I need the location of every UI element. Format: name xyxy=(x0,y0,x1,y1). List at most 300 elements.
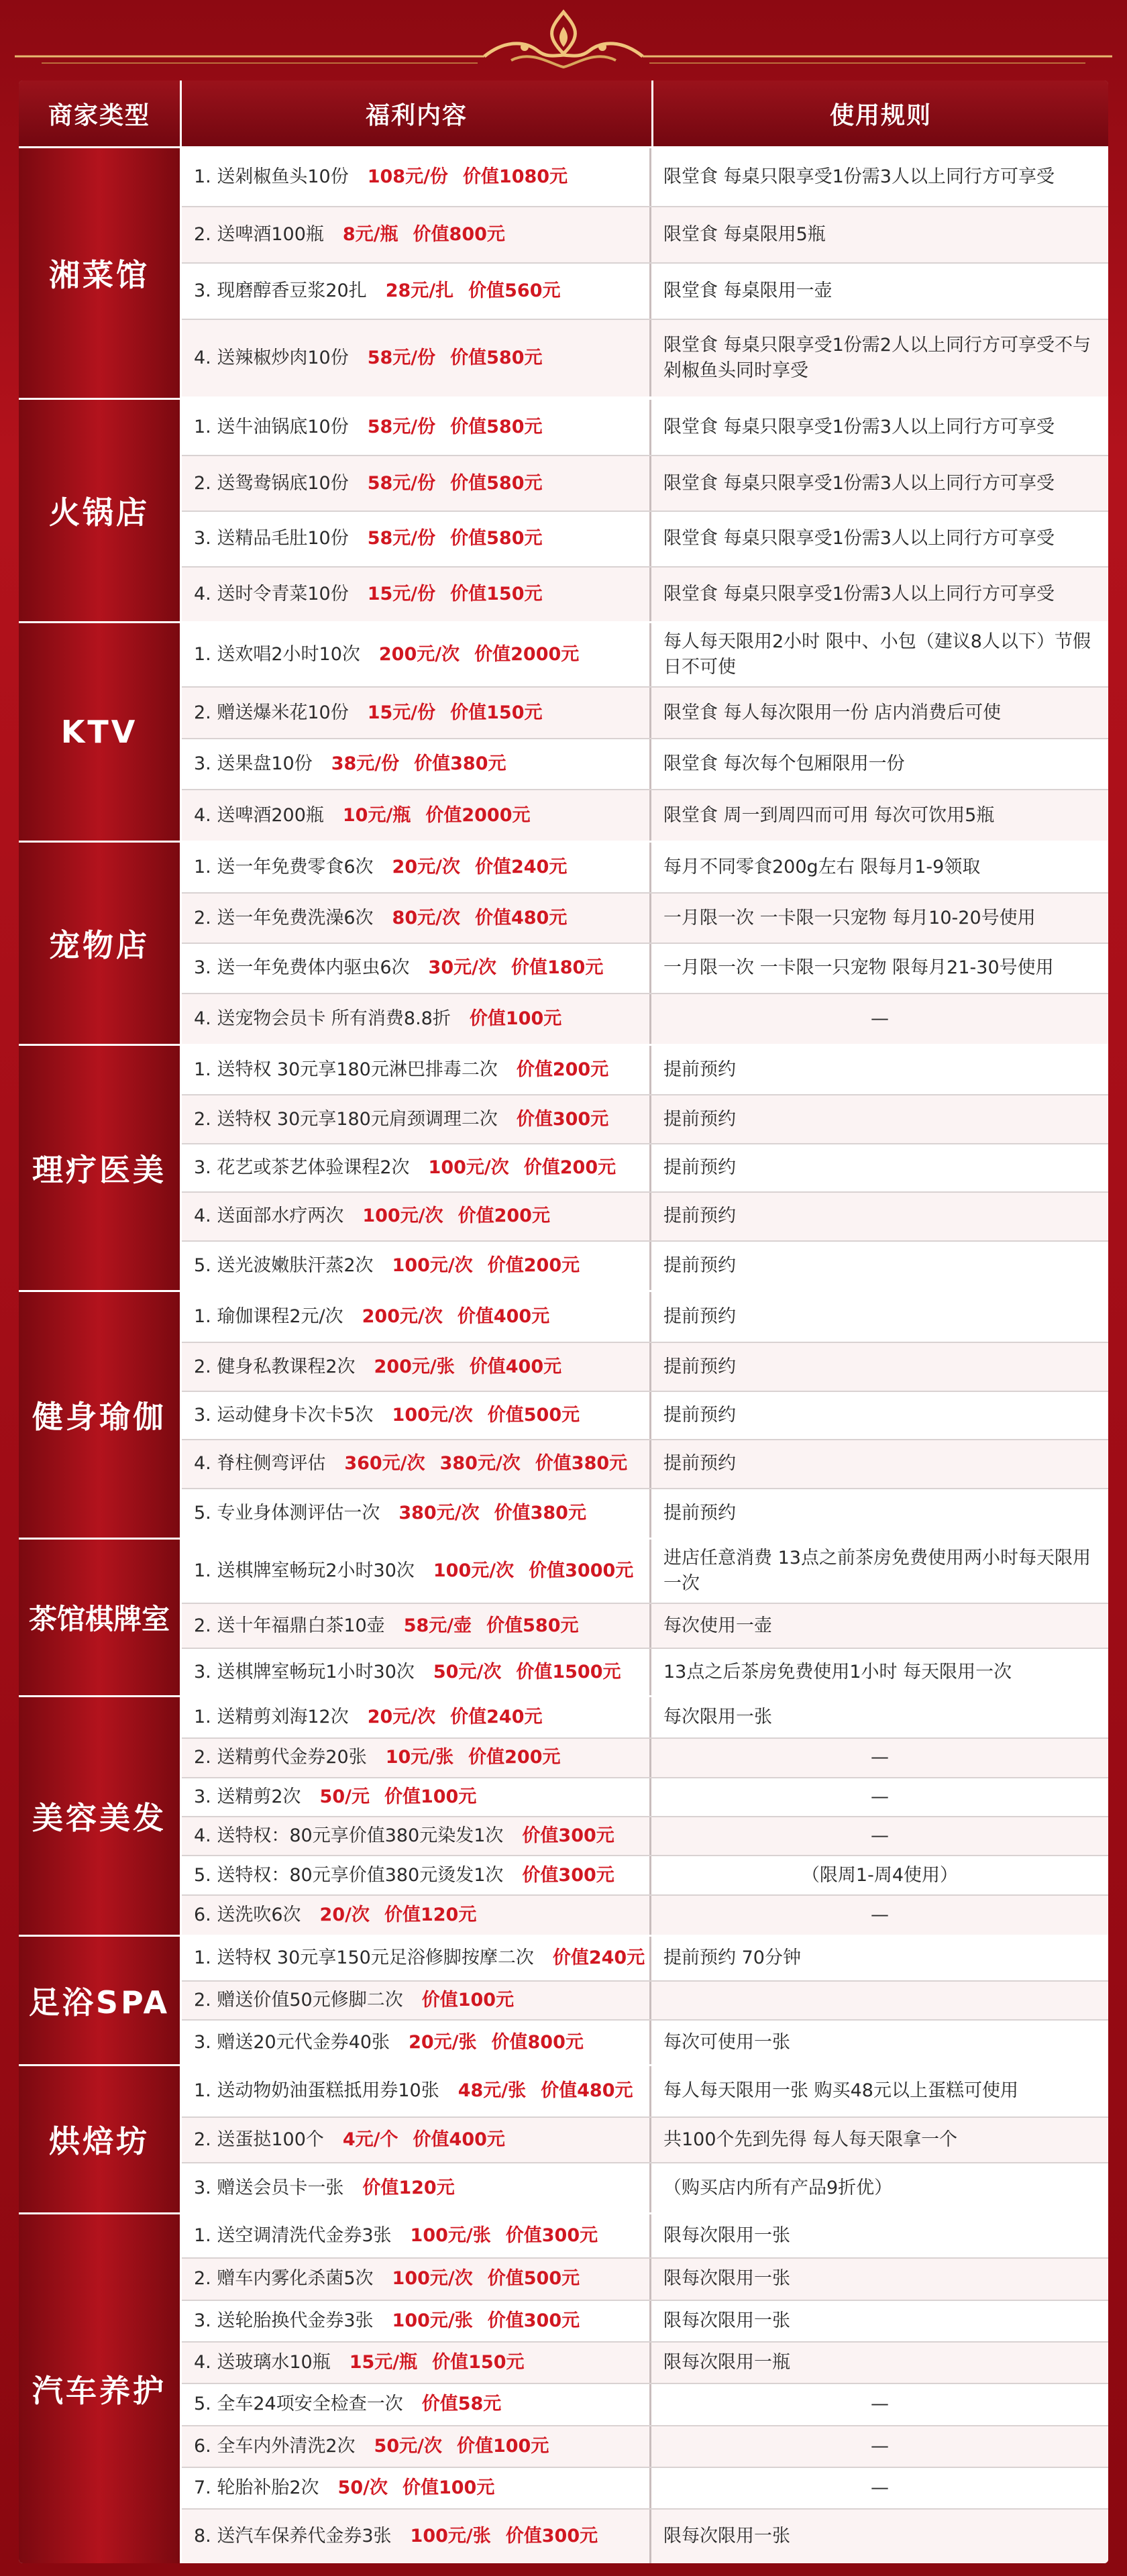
benefit-text: 5. 送特权：80元享价值380元烫发1次 xyxy=(194,1864,504,1886)
price-value: 价值300元 xyxy=(505,2526,598,2547)
price-value: 200元/张 xyxy=(374,1356,455,1377)
benefit-text: 3. 送精剪2次 xyxy=(194,1786,301,1807)
benefit-text: 1. 送欢唱2小时10次 xyxy=(194,644,360,665)
price-value: 价值200元 xyxy=(487,1254,580,1276)
usage-rule-cell: — xyxy=(651,2384,1108,2424)
benefit-cell xyxy=(182,2118,651,2163)
benefit-cell xyxy=(182,1292,651,1342)
price-value: 50元/次 xyxy=(374,2435,442,2457)
table-row xyxy=(182,512,1108,568)
benefit-text: 2. 送鸳鸯锅底10份 xyxy=(194,472,349,494)
table-row xyxy=(182,2343,1108,2384)
benefit-text: 4. 送啤酒200瓶 xyxy=(194,804,324,826)
table-row xyxy=(182,1095,1108,1144)
usage-rule-cell: — xyxy=(651,1817,1108,1855)
benefit-cell xyxy=(182,2021,651,2064)
benefit-text: 1. 送特权 30元享150元足浴修脚按摩二次 xyxy=(194,1947,534,1969)
benefit-cell xyxy=(182,264,651,319)
usage-rule-cell: 限堂食 每桌只限享受1份需3人以上同行方可享受 xyxy=(651,568,1108,622)
usage-rule-cell: 限每次限用一张 xyxy=(651,2301,1108,2341)
table-row xyxy=(182,2021,1108,2064)
benefit-cell xyxy=(182,2468,651,2508)
usage-rule-cell: 提前预约 xyxy=(651,1343,1108,1390)
price-value: 108元/份 xyxy=(367,166,448,187)
table-row xyxy=(182,1739,1108,1778)
price-value: 100元/次 xyxy=(392,2268,473,2290)
merchant-group xyxy=(19,2064,1108,2212)
merchant-group xyxy=(19,398,1108,621)
usage-rule-cell: 共100个先到先得 每人每天限拿一个 xyxy=(651,2118,1108,2163)
benefit-cell xyxy=(182,790,651,841)
benefit-text: 1. 送一年免费零食6次 xyxy=(194,857,374,878)
usage-rule-cell: 限每次限用一张 xyxy=(651,2259,1108,2299)
benefit-cell xyxy=(182,1739,651,1776)
usage-rule-cell: 一月限一次 一卡限一只宠物 限每月21-30号使用 xyxy=(651,944,1108,993)
table-row xyxy=(182,1817,1108,1856)
price-value: 价值400元 xyxy=(469,1356,562,1377)
price-value: 价值580元 xyxy=(450,472,543,494)
price-value: 价值240元 xyxy=(474,857,568,878)
price-value: 价值580元 xyxy=(486,1615,579,1636)
table-row xyxy=(182,1937,1108,1982)
usage-rule-cell: — xyxy=(651,1896,1108,1935)
benefit-cell xyxy=(182,1489,651,1538)
table-row xyxy=(182,2066,1108,2118)
price-value: 360元/次 xyxy=(344,1453,425,1474)
price-value: 58元/壶 xyxy=(403,1615,472,1636)
benefit-text: 2. 赠车内雾化杀菌5次 xyxy=(194,2268,374,2290)
table-row xyxy=(182,739,1108,791)
benefit-text: 5. 专业身体测评估一次 xyxy=(194,1502,380,1523)
benefit-cell xyxy=(182,739,651,790)
benefit-cell xyxy=(182,320,651,396)
table-row xyxy=(182,1193,1108,1241)
benefit-text: 3. 赠送20元代金券40张 xyxy=(194,2031,390,2053)
usage-rule-cell xyxy=(651,1982,1108,2020)
price-value: 200元/次 xyxy=(378,644,460,665)
benefit-text: 3. 送果盘10份 xyxy=(194,753,313,775)
price-value: 价值150元 xyxy=(450,702,543,723)
benefits-table xyxy=(19,80,1108,2563)
usage-rule-cell: 限堂食 周一到周四而可用 每次可饮用5瓶 xyxy=(651,790,1108,841)
ornament-icon xyxy=(15,0,1112,80)
usage-rule-cell: 每次可使用一张 xyxy=(651,2021,1108,2064)
price-value: 100元/张 xyxy=(410,2225,491,2247)
benefit-cell xyxy=(182,1604,651,1648)
merchant-type-label: 足浴SPA xyxy=(19,1937,182,2064)
usage-rule-cell: （购买店内所有产品9折优） xyxy=(651,2163,1108,2212)
table-row xyxy=(182,1604,1108,1649)
merchant-type-label: 湘菜馆 xyxy=(19,148,182,398)
top-ornament xyxy=(15,0,1112,80)
price-value: 20元/次 xyxy=(392,857,460,878)
table-row xyxy=(182,456,1108,512)
usage-rule-cell: 限每次限用一张 xyxy=(651,2510,1108,2563)
benefit-cell xyxy=(182,1242,651,1290)
table-row xyxy=(182,2163,1108,2212)
price-value: 价值400元 xyxy=(413,2129,505,2150)
merchant-group xyxy=(19,1538,1108,1695)
usage-rule-cell: 限堂食 每次每个包厢限用一份 xyxy=(651,739,1108,790)
price-value: 20/次 xyxy=(319,1904,370,1925)
table-row xyxy=(182,400,1108,456)
benefit-cell xyxy=(182,1982,651,2020)
benefit-cell xyxy=(182,2510,651,2563)
price-value: 价值500元 xyxy=(487,2268,580,2290)
benefit-text: 2. 送啤酒100瓶 xyxy=(194,224,324,245)
benefit-text: 7. 轮胎补胎2次 xyxy=(194,2477,319,2499)
table-row xyxy=(182,688,1108,739)
price-value: 30元/次 xyxy=(428,957,496,979)
benefit-text: 2. 送蛋挞100个 xyxy=(194,2129,324,2150)
benefit-cell xyxy=(182,1937,651,1980)
table-row xyxy=(182,1778,1108,1817)
price-value: 50/元 xyxy=(319,1786,370,1807)
usage-rule-cell: 提前预约 xyxy=(651,1292,1108,1342)
usage-rule-cell: 限堂食 每桌只限享受1份需3人以上同行方可享受 xyxy=(651,512,1108,566)
price-value: 100元/次 xyxy=(428,1157,509,1178)
table-row xyxy=(182,790,1108,841)
table-row xyxy=(182,1242,1108,1290)
usage-rule-cell: 13点之后茶房免费使用1小时 每天限用一次 xyxy=(651,1649,1108,1695)
benefit-cell xyxy=(182,2384,651,2424)
usage-rule-cell: — xyxy=(651,2426,1108,2467)
price-value: 4元/个 xyxy=(342,2129,398,2150)
table-row xyxy=(182,1343,1108,1391)
table-row xyxy=(182,1649,1108,1695)
benefit-text: 1. 送牛油锅底10份 xyxy=(194,417,349,438)
benefit-text: 2. 赠送爆米花10份 xyxy=(194,702,349,723)
usage-rule-cell: 限堂食 每桌只限享受1份需3人以上同行方可享受 xyxy=(651,456,1108,511)
price-value: 58元/份 xyxy=(367,528,436,549)
benefit-text: 3. 赠送会员卡一张 xyxy=(194,2177,344,2198)
price-value: 380元/次 xyxy=(398,1502,480,1523)
benefit-cell xyxy=(182,2066,651,2116)
benefit-text: 1. 送精剪刘海12次 xyxy=(194,1707,349,1728)
usage-rule-cell: 限堂食 每桌限用5瓶 xyxy=(651,207,1108,262)
usage-rule-cell: 限堂食 每桌限用一壶 xyxy=(651,264,1108,319)
usage-rule-cell: — xyxy=(651,1739,1108,1776)
benefit-text: 2. 送一年免费洗澡6次 xyxy=(194,907,374,928)
merchant-group xyxy=(19,1044,1108,1290)
benefit-cell xyxy=(182,400,651,455)
table-row xyxy=(182,623,1108,688)
price-value: 15元/份 xyxy=(367,702,436,723)
benefit-text: 3. 运动健身卡次卡5次 xyxy=(194,1404,374,1426)
price-value: 20元/张 xyxy=(409,2031,477,2053)
benefit-cell xyxy=(182,1778,651,1816)
usage-rule-cell: 每月不同零食200g左右 限每月1-9领取 xyxy=(651,843,1108,892)
price-value: 200元/次 xyxy=(362,1306,443,1328)
merchant-type-label: 火锅店 xyxy=(19,400,182,621)
usage-rule-cell: 限每次限用一瓶 xyxy=(651,2343,1108,2383)
benefit-cell xyxy=(182,2343,651,2383)
usage-rule-cell: 提前预约 70分钟 xyxy=(651,1937,1108,1980)
price-value: 38元/份 xyxy=(331,753,400,775)
table-row xyxy=(182,1982,1108,2021)
price-value: 100元/次 xyxy=(392,1254,473,1276)
benefit-cell xyxy=(182,2163,651,2212)
usage-rule-cell: 提前预约 xyxy=(651,1095,1108,1142)
price-value: 价值800元 xyxy=(491,2031,584,2053)
price-value: 价值2000元 xyxy=(425,804,531,826)
table-row xyxy=(182,894,1108,944)
price-value: 价值200元 xyxy=(523,1157,616,1178)
benefit-text: 4. 送特权：80元享价值380元染发1次 xyxy=(194,1825,504,1847)
benefit-text: 4. 送辣椒炒肉10份 xyxy=(194,347,349,368)
benefit-text: 8. 送汽车保养代金券3张 xyxy=(194,2526,392,2547)
usage-rule-cell: 限每次限用一张 xyxy=(651,2214,1108,2257)
merchant-group xyxy=(19,1695,1108,1935)
merchant-type-label: 美容美发 xyxy=(19,1697,182,1935)
benefit-cell xyxy=(182,1046,651,1094)
benefit-cell xyxy=(182,623,651,686)
price-value: 100元/张 xyxy=(392,2310,473,2331)
table-row xyxy=(182,2510,1108,2563)
table-row xyxy=(182,994,1108,1044)
price-value: 58元/份 xyxy=(367,472,436,494)
header-benefit-content: 福利内容 xyxy=(182,80,653,146)
header-usage-rules: 使用规则 xyxy=(653,80,1108,146)
price-value: 价值200元 xyxy=(516,1059,609,1081)
usage-rule-cell: 提前预约 xyxy=(651,1144,1108,1191)
benefit-text: 3. 花艺或茶艺体验课程2次 xyxy=(194,1157,410,1178)
table-row xyxy=(182,944,1108,994)
price-value: 价值100元 xyxy=(384,1786,477,1807)
usage-rule-cell: 每次使用一壶 xyxy=(651,1604,1108,1648)
benefit-text: 4. 送宠物会员卡 所有消费8.8折 xyxy=(194,1008,451,1029)
price-value: 价值100元 xyxy=(469,1008,562,1029)
merchant-group xyxy=(19,1290,1108,1538)
usage-rule-cell: 提前预约 xyxy=(651,1489,1108,1538)
usage-rule-cell: 提前预约 xyxy=(651,1242,1108,1290)
benefit-cell xyxy=(182,1343,651,1390)
benefit-text: 3. 送一年免费体内驱虫6次 xyxy=(194,957,410,979)
page-frame xyxy=(15,0,1112,2576)
benefit-text: 2. 送精剪代金券20张 xyxy=(194,1747,367,1768)
table-row xyxy=(182,2259,1108,2300)
benefit-text: 1. 瑜伽课程2元/次 xyxy=(194,1306,343,1328)
table-row xyxy=(182,148,1108,207)
usage-rule-cell: 限堂食 每桌只限享受1份需3人以上同行方可享受 xyxy=(651,148,1108,206)
merchant-type-label: 健身瑜伽 xyxy=(19,1292,182,1538)
benefit-text: 3. 送棋牌室畅玩1小时30次 xyxy=(194,1661,415,1682)
merchant-type-label: 宠物店 xyxy=(19,843,182,1044)
table-row xyxy=(182,1896,1108,1935)
table-row xyxy=(182,2301,1108,2343)
benefit-cell xyxy=(182,688,651,738)
price-value: 价值120元 xyxy=(362,2177,455,2198)
benefit-text: 1. 送动物奶油蛋糕抵用券10张 xyxy=(194,2080,439,2102)
merchant-type-label: 茶馆棋牌室 xyxy=(19,1540,182,1695)
table-row xyxy=(182,1540,1108,1604)
merchant-group xyxy=(19,2212,1108,2563)
price-value: 价值240元 xyxy=(450,1707,543,1728)
benefit-cell xyxy=(182,1896,651,1935)
table-row xyxy=(182,1144,1108,1193)
price-value: 价值150元 xyxy=(432,2352,525,2373)
benefit-cell xyxy=(182,1697,651,1737)
merchant-group xyxy=(19,621,1108,841)
price-value: 价值580元 xyxy=(450,347,543,368)
benefit-cell xyxy=(182,1440,651,1487)
price-value: 100元/次 xyxy=(392,1404,473,1426)
price-value: 10元/张 xyxy=(385,1747,454,1768)
price-value: 价值380元 xyxy=(535,1453,628,1474)
benefit-cell xyxy=(182,1095,651,1142)
price-value: 价值100元 xyxy=(421,1990,515,2010)
usage-rule-cell: 限堂食 每人每次限用一份 店内消费后可使 xyxy=(651,688,1108,738)
merchant-type-label: KTV xyxy=(19,623,182,841)
table-row xyxy=(182,207,1108,264)
price-value: 48元/张 xyxy=(458,2080,527,2102)
price-value: 价值1500元 xyxy=(516,1661,621,1682)
table-row xyxy=(182,568,1108,622)
price-value: 价值200元 xyxy=(458,1205,550,1227)
price-value: 价值240元 xyxy=(552,1947,645,1969)
usage-rule-cell: 限堂食 每桌只限享受1份需3人以上同行方可享受 xyxy=(651,400,1108,455)
price-value: 100元/次 xyxy=(433,1560,515,1582)
benefit-cell xyxy=(182,1856,651,1894)
benefit-text: 2. 送十年福鼎白茶10壶 xyxy=(194,1615,385,1636)
table-row xyxy=(182,1440,1108,1489)
price-value: 价值580元 xyxy=(450,528,543,549)
price-value: 50/次 xyxy=(337,2477,388,2499)
price-value: 价值300元 xyxy=(516,1108,609,1130)
price-value: 50元/次 xyxy=(433,1661,502,1682)
price-value: 100元/张 xyxy=(410,2526,491,2547)
price-value: 价值3000元 xyxy=(529,1560,634,1582)
benefit-text: 6. 送洗吹6次 xyxy=(194,1904,301,1925)
benefit-text: 4. 脊柱侧弯评估 xyxy=(194,1453,326,1474)
usage-rule-cell: — xyxy=(651,994,1108,1044)
table-row xyxy=(182,2426,1108,2468)
benefit-text: 5. 送光波嫩肤汗蒸2次 xyxy=(194,1254,374,1276)
price-value: 8元/瓶 xyxy=(342,224,398,245)
merchant-type-label: 汽车养护 xyxy=(19,2214,182,2563)
table-row xyxy=(182,2468,1108,2510)
benefit-text: 4. 送玻璃水10瓶 xyxy=(194,2352,331,2373)
price-value: 价值180元 xyxy=(511,957,604,979)
benefit-text: 1. 送空调清洗代金券3张 xyxy=(194,2225,392,2247)
price-value: 价值300元 xyxy=(487,2310,580,2331)
table-row xyxy=(182,1697,1108,1739)
benefit-cell xyxy=(182,456,651,511)
merchant-group xyxy=(19,1935,1108,2064)
table-row xyxy=(182,1489,1108,1538)
usage-rule-cell: 提前预约 xyxy=(651,1392,1108,1439)
benefit-cell xyxy=(182,148,651,206)
price-value: 100元/次 xyxy=(362,1205,443,1227)
price-value: 80元/次 xyxy=(392,907,460,928)
merchant-group xyxy=(19,841,1108,1044)
usage-rule-cell: 提前预约 xyxy=(651,1193,1108,1240)
benefit-cell xyxy=(182,1144,651,1191)
usage-rule-cell: 一月限一次 一卡限一只宠物 每月10-20号使用 xyxy=(651,894,1108,943)
benefit-cell xyxy=(182,1540,651,1603)
benefit-cell xyxy=(182,2214,651,2257)
benefit-text: 4. 送面部水疗两次 xyxy=(194,1205,344,1227)
table-row xyxy=(182,1856,1108,1895)
benefit-cell xyxy=(182,207,651,262)
usage-rule-cell: — xyxy=(651,2468,1108,2508)
usage-rule-cell: 进店任意消费 13点之前茶房免费使用两小时每天限用一次 xyxy=(651,1540,1108,1603)
price-value: 价值560元 xyxy=(468,280,561,301)
benefit-cell xyxy=(182,994,651,1044)
table-row xyxy=(182,1392,1108,1440)
price-value: 价值380元 xyxy=(494,1502,586,1523)
price-value: 价值300元 xyxy=(505,2225,598,2247)
benefit-text: 1. 送剁椒鱼头10份 xyxy=(194,166,349,187)
price-value: 价值580元 xyxy=(450,417,543,438)
price-value: 20元/次 xyxy=(367,1707,436,1728)
benefit-cell xyxy=(182,512,651,566)
merchant-group xyxy=(19,146,1108,398)
price-value: 15元/份 xyxy=(367,583,436,604)
usage-rule-cell: （限周1-周4使用） xyxy=(651,1856,1108,1894)
price-value: 价值480元 xyxy=(474,907,568,928)
price-value: 15元/瓶 xyxy=(349,2352,418,2373)
header-merchant-type: 商家类型 xyxy=(19,80,182,146)
merchant-type-label: 理疗医美 xyxy=(19,1046,182,1290)
benefit-cell xyxy=(182,568,651,622)
table-row xyxy=(182,264,1108,320)
price-value: 58元/份 xyxy=(367,347,436,368)
price-value: 价值100元 xyxy=(456,2435,549,2457)
benefit-cell xyxy=(182,944,651,993)
price-value: 58元/份 xyxy=(367,417,436,438)
table-row xyxy=(182,320,1108,396)
price-value: 380元/次 xyxy=(439,1453,521,1474)
price-value: 价值500元 xyxy=(487,1404,580,1426)
price-value: 价值120元 xyxy=(384,1904,477,1925)
benefit-text: 3. 送精品毛肚10份 xyxy=(194,528,349,549)
table-row xyxy=(182,843,1108,894)
usage-rule-cell: 提前预约 xyxy=(651,1046,1108,1094)
table-row xyxy=(182,2118,1108,2164)
table-row xyxy=(182,2214,1108,2259)
table-header xyxy=(19,80,1108,146)
benefit-text: 2. 送特权 30元享180元肩颈调理二次 xyxy=(194,1108,498,1130)
benefit-text: 6. 全车内外清洗2次 xyxy=(194,2435,356,2457)
price-value: 价值1080元 xyxy=(462,166,568,187)
usage-rule-cell: — xyxy=(651,1778,1108,1816)
price-value: 价值480元 xyxy=(541,2080,633,2102)
price-value: 10元/瓶 xyxy=(342,804,411,826)
benefit-text: 3. 送轮胎换代金券3张 xyxy=(194,2310,374,2331)
price-value: 价值58元 xyxy=(421,2394,502,2415)
price-value: 价值2000元 xyxy=(474,644,580,665)
price-value: 价值800元 xyxy=(413,224,505,245)
benefit-cell xyxy=(182,2301,651,2341)
benefit-text: 5. 全车24项安全检查一次 xyxy=(194,2394,403,2415)
table-body xyxy=(19,146,1108,2563)
benefit-text: 1. 送特权 30元享180元淋巴排毒二次 xyxy=(194,1059,498,1081)
price-value: 价值380元 xyxy=(414,753,506,775)
benefit-cell xyxy=(182,894,651,943)
price-value: 价值200元 xyxy=(468,1747,561,1768)
benefit-text: 2. 健身私教课程2次 xyxy=(194,1356,356,1377)
price-value: 价值100元 xyxy=(402,2477,495,2499)
price-value: 价值300元 xyxy=(522,1825,614,1847)
price-value: 价值400元 xyxy=(457,1306,550,1328)
benefit-cell xyxy=(182,2426,651,2467)
benefit-cell xyxy=(182,1817,651,1855)
benefit-text: 1. 送棋牌室畅玩2小时30次 xyxy=(194,1560,415,1582)
benefit-text: 4. 送时令青菜10份 xyxy=(194,583,349,604)
table-row xyxy=(182,1292,1108,1343)
benefit-cell xyxy=(182,843,651,892)
